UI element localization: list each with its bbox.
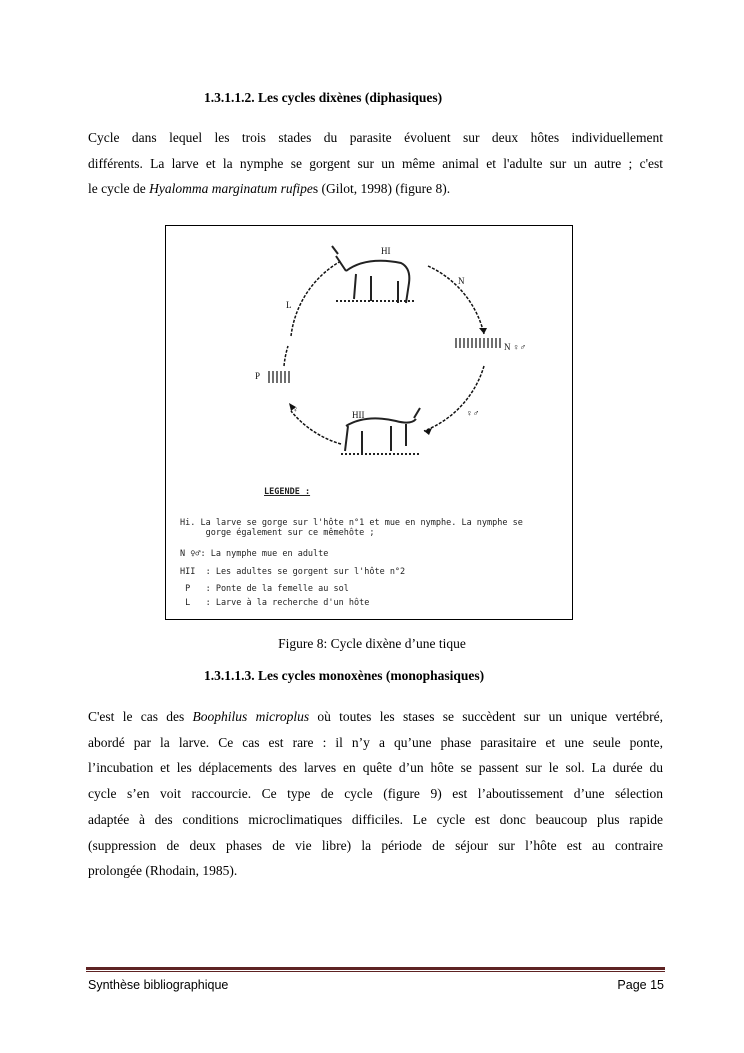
arc-sex-to-h2 — [291, 411, 341, 444]
text-run: l’incubation et les déplacements des larves en quête d’un hôte se passent sur le sol. La durée du — [88, 760, 663, 776]
figure-cycle-dixene — [165, 225, 573, 620]
text-run: Cycle dans lequel les trois stades du parasite évoluent sur deux hôtes individuellement — [88, 130, 663, 145]
text-run: s (Gilot, 1998) (figure 8). — [312, 181, 451, 196]
text-line — [88, 156, 663, 172]
text-line — [88, 863, 663, 879]
text-line — [88, 130, 663, 146]
text-line — [88, 181, 663, 197]
text-line — [88, 786, 663, 802]
arc-l-to-h1 — [291, 261, 341, 336]
label-l: L — [286, 300, 292, 310]
legend-title: LEGENDE : — [264, 487, 311, 497]
arrow-head-icon — [479, 328, 487, 334]
page-number: Page 15 — [617, 978, 664, 992]
cycle-diagram — [166, 226, 574, 621]
text-run: le cycle de — [88, 181, 150, 196]
footer-rule-thin — [86, 971, 665, 972]
footer-section-title: Synthèse bibliographique — [88, 978, 229, 992]
footer-rule — [86, 967, 665, 970]
text-line — [88, 838, 663, 854]
legend-line: gorge également sur ce mêmehôte ; — [180, 528, 375, 538]
legend-line: HII : Les adultes se gorgent sur l'hôte n°2 — [180, 567, 406, 577]
text-line — [88, 760, 663, 776]
text-run: cycle s’en voit raccourcie. Ce type de cycle (figure 9) est l’aboutissement d’une sélection — [88, 786, 663, 802]
species-name: Hyalomma marginatum rufipe — [149, 181, 313, 196]
label-n: N — [458, 276, 465, 286]
text-run: prolongée (Rhodain, 1985). — [88, 863, 238, 879]
arc-p-to-l — [284, 346, 288, 366]
text-line — [88, 735, 663, 751]
eggs-drawing — [269, 371, 289, 383]
arc-n-to-sex — [424, 366, 484, 431]
nymphs-drawing — [456, 338, 500, 348]
legend-line: L : Larve à la recherche d'un hôte — [180, 598, 370, 608]
legend-line: Hi. La larve se gorge sur l'hôte n°1 et mue en nymphe. La nymphe se — [180, 518, 523, 528]
arc-h1-to-n — [428, 266, 484, 334]
label-n-sex: N ♀♂ — [504, 342, 527, 352]
text-run: C'est le cas des — [88, 709, 193, 724]
label-female: ♀ — [292, 404, 299, 414]
text-run: (suppression de deux phases de vie libre) la période de séjour sur l’hôte est au contraire — [88, 837, 663, 853]
text-line — [88, 709, 663, 725]
section-heading-dixenes: 1.3.1.1.2. Les cycles dixènes (diphasiques) — [204, 90, 443, 105]
legend-line: N ♀♂: La nymphe mue en adulte — [180, 549, 329, 559]
label-h1: HI — [381, 246, 391, 256]
host-1-drawing — [332, 246, 416, 303]
label-sex: ♀♂ — [466, 408, 480, 418]
text-run: différents. La larve et la nymphe se gorgent sur un même animal et l'adulte sur un autre ; c'est — [88, 155, 663, 171]
text-line — [88, 812, 663, 828]
section-heading-monoxenes: 1.3.1.1.3. Les cycles monoxènes (monophasiques) — [204, 668, 485, 683]
text-run: adaptée à des conditions microclimatiques difficiles. Le cycle est donc beaucoup plus rapide — [88, 811, 663, 827]
label-p: P — [255, 371, 261, 381]
text-run: où toutes les stases se succèdent sur un unique vertébré, — [309, 709, 663, 724]
label-h2: HII — [352, 410, 365, 420]
species-name: Boophilus microplus — [192, 709, 310, 724]
legend-line: P : Ponte de la femelle au sol — [180, 584, 349, 594]
text-run: abordé par la larve. Ce cas est rare : il n’y a qu’une phase parasitaire et une seule ponte, — [88, 734, 663, 750]
figure-caption: Figure 8: Cycle dixène d’une tique — [278, 636, 466, 651]
